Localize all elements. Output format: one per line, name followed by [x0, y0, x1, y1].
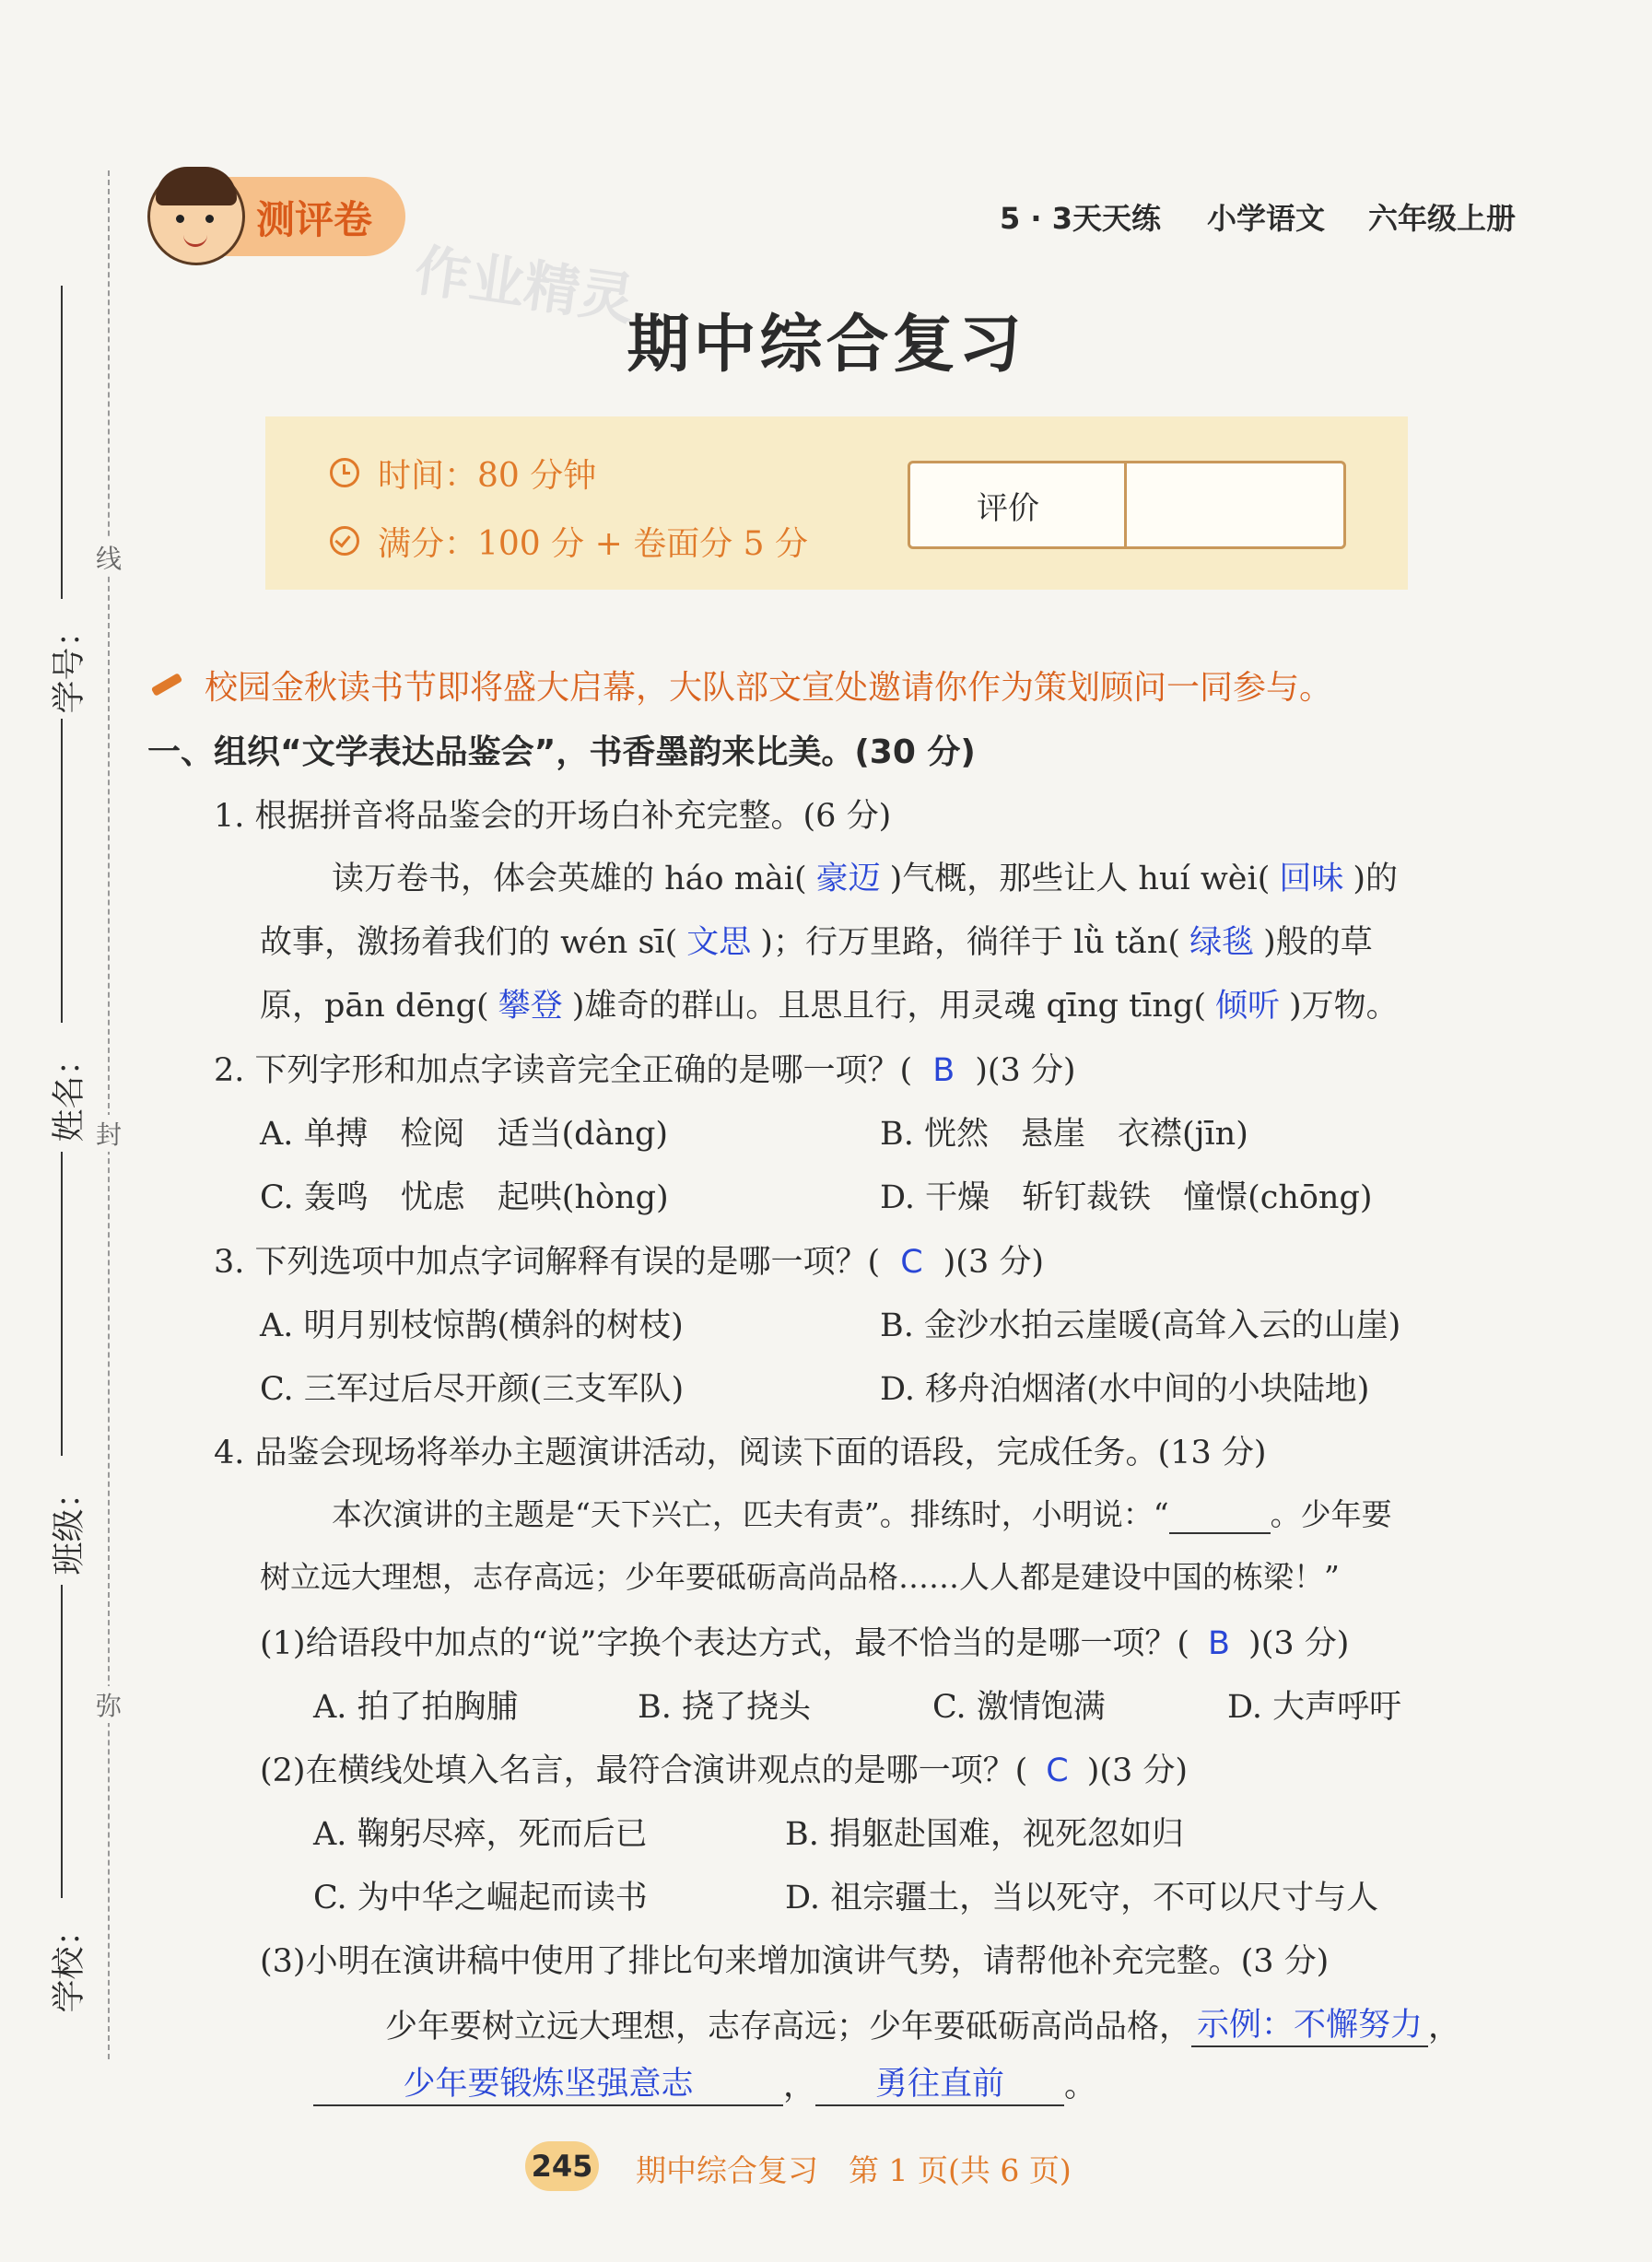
- q2-option-b[interactable]: B. 恍然 悬崖 衣襟(jīn): [880, 1116, 1248, 1153]
- q4-stem: 4. 品鉴会现场将举办主题演讲活动，阅读下面的语段，完成任务。(13 分): [214, 1435, 1267, 1471]
- q1-l3a: 原，pān dēng(: [260, 988, 489, 1025]
- grade-name: 六年级上册: [1368, 201, 1517, 236]
- seal-char-feng: 封: [96, 1115, 122, 1152]
- name-blank[interactable]: [61, 719, 63, 1023]
- q3-option-c[interactable]: C. 三军过后尽开颜(三支军队): [260, 1371, 685, 1408]
- q3-option-b[interactable]: B. 金沙水拍云崖暖(高耸入云的山崖): [880, 1307, 1401, 1344]
- q1-answer2[interactable]: 回味: [1279, 861, 1344, 897]
- page-title: 期中综合复习: [627, 308, 1025, 381]
- q1-l2c: )般的草: [1263, 924, 1373, 961]
- school-blank[interactable]: [61, 1585, 63, 1898]
- eval-field[interactable]: [1130, 463, 1340, 546]
- seal-char-mi: 弥: [96, 1686, 122, 1723]
- q4-sub3-answer1[interactable]: 示例：不懈努力: [1191, 1999, 1428, 2047]
- q2-option-a[interactable]: A. 单搏 检阅 适当(dàng): [260, 1116, 669, 1153]
- q4-s2-b: )(3 分): [1086, 1752, 1189, 1789]
- q1-l1a: 读万卷书，体会英雄的 háo mài(: [332, 861, 807, 897]
- school-label: 学校：: [50, 1913, 88, 2013]
- q4-sub2-option-d[interactable]: D. 祖宗疆土，当以死守，不可以尺寸与人: [785, 1880, 1379, 1916]
- q4-sub2-option-b[interactable]: B. 捐躯赴国难，视死忽如归: [785, 1816, 1184, 1853]
- q1-line1: [332, 853, 1398, 899]
- q1-answer3[interactable]: 文思: [686, 924, 752, 961]
- time-text: 时间：80 分钟: [378, 457, 597, 495]
- q4-passage-blank[interactable]: [1169, 1505, 1271, 1534]
- eval-divider: [1124, 461, 1127, 549]
- q1-line3: [260, 980, 1399, 1026]
- q4-s3-comma2: ，: [783, 2068, 816, 2104]
- q4-s1-a: (1)给语段中加点的“说”字换个表达方式，最不恰当的是哪一项？(: [260, 1625, 1190, 1662]
- q1-line2: [260, 917, 1373, 963]
- seal-char-xian: 线: [96, 539, 122, 576]
- q4-sub3-answer3[interactable]: 勇往直前: [815, 2058, 1064, 2106]
- q4-sub1-option-d[interactable]: D. 大声呼吁: [1227, 1689, 1402, 1726]
- check-icon: [330, 526, 359, 556]
- q1-l2a: 故事，激扬着我们的 wén sī(: [260, 924, 678, 961]
- eval-label: 评价: [977, 490, 1039, 527]
- q3-option-a[interactable]: A. 明月别枝惊鹊(横斜的树枝): [260, 1307, 684, 1344]
- score-text: 满分：100 分 + 卷面分 5 分: [378, 525, 808, 563]
- q4-p1b: 。少年要: [1270, 1496, 1392, 1532]
- q4-sub2-option-c[interactable]: C. 为中华之崛起而读书: [313, 1880, 648, 1916]
- q1-l3c: )万物。: [1289, 988, 1399, 1025]
- q4-p1a: 本次演讲的主题是“天下兴亡，匹夫有责”。排练时，小明说：“: [332, 1496, 1169, 1532]
- q3-stem: [214, 1236, 1044, 1283]
- q3-answer[interactable]: C: [900, 1244, 923, 1281]
- q1-l3b: )雄奇的群山。且思且行，用灵魂 qīng tīng(: [571, 988, 1206, 1025]
- q4-sub3-line1: [385, 1999, 1460, 2047]
- intro-text: 校园金秋读书节即将盛大启幕，大队部文宣处邀请你作为策划顾问一同参与。: [205, 669, 1333, 707]
- q2-stem: [214, 1045, 1076, 1091]
- q4-passage-line2: 树立远大理想，志存高远；少年要砥砺高尚品格……人人都是建设中国的栋梁！”: [260, 1559, 1340, 1595]
- q3-stem-a: 3. 下列选项中加点字词解释有误的是哪一项？(: [214, 1244, 881, 1281]
- q4-sub3-line2: [313, 2058, 1096, 2106]
- clock-icon: [330, 458, 359, 487]
- q4-sub1-option-a[interactable]: A. 拍了拍胸脯: [313, 1689, 519, 1726]
- q2-stem-b: )(3 分): [975, 1052, 1076, 1089]
- q1-answer4[interactable]: 绿毯: [1189, 924, 1255, 961]
- q1-l1b: )气概，那些让人 huí wèi(: [889, 861, 1271, 897]
- q1-l2b: )；行万里路，徜徉于 lǜ tǎn(: [760, 924, 1181, 961]
- q4-s3-l1: 少年要树立远大理想，志存高远；少年要砥砺高尚品格，: [385, 2009, 1192, 2045]
- q1-answer5[interactable]: 攀登: [498, 988, 563, 1025]
- q4-sub1-option-c[interactable]: C. 激情饱满: [932, 1689, 1106, 1726]
- pen-icon: [147, 671, 188, 697]
- q4-sub2-option-a[interactable]: A. 鞠躬尽瘁，死而后已: [313, 1816, 648, 1853]
- watermark: 作业精灵: [410, 238, 639, 334]
- q4-sub1-option-b[interactable]: B. 挠了挠头: [638, 1689, 811, 1726]
- q4-sub3-stem: (3)小明在演讲稿中使用了排比句来增加演讲气势，请帮他补充完整。(3 分): [260, 1943, 1330, 1980]
- q2-option-c[interactable]: C. 轰鸣 忧虑 起哄(hòng): [260, 1179, 669, 1216]
- q4-passage-line1: [332, 1491, 1392, 1534]
- q1-answer6[interactable]: 倾听: [1215, 988, 1281, 1025]
- q2-stem-a: 2. 下列字形和加点字读音完全正确的是哪一项？(: [214, 1052, 913, 1089]
- q4-sub2-answer[interactable]: C: [1046, 1752, 1069, 1789]
- q2-answer[interactable]: B: [932, 1052, 955, 1089]
- q1-answer1[interactable]: 豪迈: [815, 861, 881, 897]
- q4-sub1-stem: [260, 1618, 1349, 1664]
- q4-sub2-stem: [260, 1745, 1188, 1791]
- q2-option-d[interactable]: D. 干燥 斩钉裁铁 憧憬(chōng): [880, 1179, 1373, 1216]
- footer-text: 期中综合复习 第 1 页(共 6 页): [636, 2152, 1072, 2188]
- q1-stem: 1. 根据拼音将品鉴会的开场白补充完整。(6 分): [214, 798, 892, 835]
- q4-sub1-answer[interactable]: B: [1208, 1625, 1231, 1662]
- q4-s3-comma: ，: [1428, 2009, 1461, 2045]
- class-blank[interactable]: [61, 1152, 63, 1456]
- mascot-icon: [147, 168, 245, 265]
- q4-sub3-answer2[interactable]: 少年要锻炼坚强意志: [313, 2058, 783, 2106]
- page-number-badge: 245: [525, 2141, 599, 2191]
- series-name: 5 · 3天天练: [1000, 201, 1161, 236]
- q3-stem-b: )(3 分): [943, 1244, 1044, 1281]
- badge-label: 测评卷: [256, 197, 373, 242]
- name-label: 姓名：: [50, 1042, 88, 1143]
- student-no-label: 学号：: [50, 614, 88, 714]
- q4-s1-b: )(3 分): [1248, 1625, 1350, 1662]
- q4-s2-a: (2)在横线处填入名言，最符合演讲观点的是哪一项？(: [260, 1752, 1028, 1789]
- section1-heading: 一、组织“文学表达品鉴会”，书香墨韵来比美。(30 分): [147, 733, 976, 771]
- q4-s3-period: 。: [1064, 2068, 1097, 2104]
- q1-l1c: )的: [1353, 861, 1399, 897]
- subject-name: 小学语文: [1207, 201, 1326, 236]
- q3-option-d[interactable]: D. 移舟泊烟渚(水中间的小块陆地): [880, 1371, 1370, 1408]
- class-label: 班级：: [50, 1475, 88, 1576]
